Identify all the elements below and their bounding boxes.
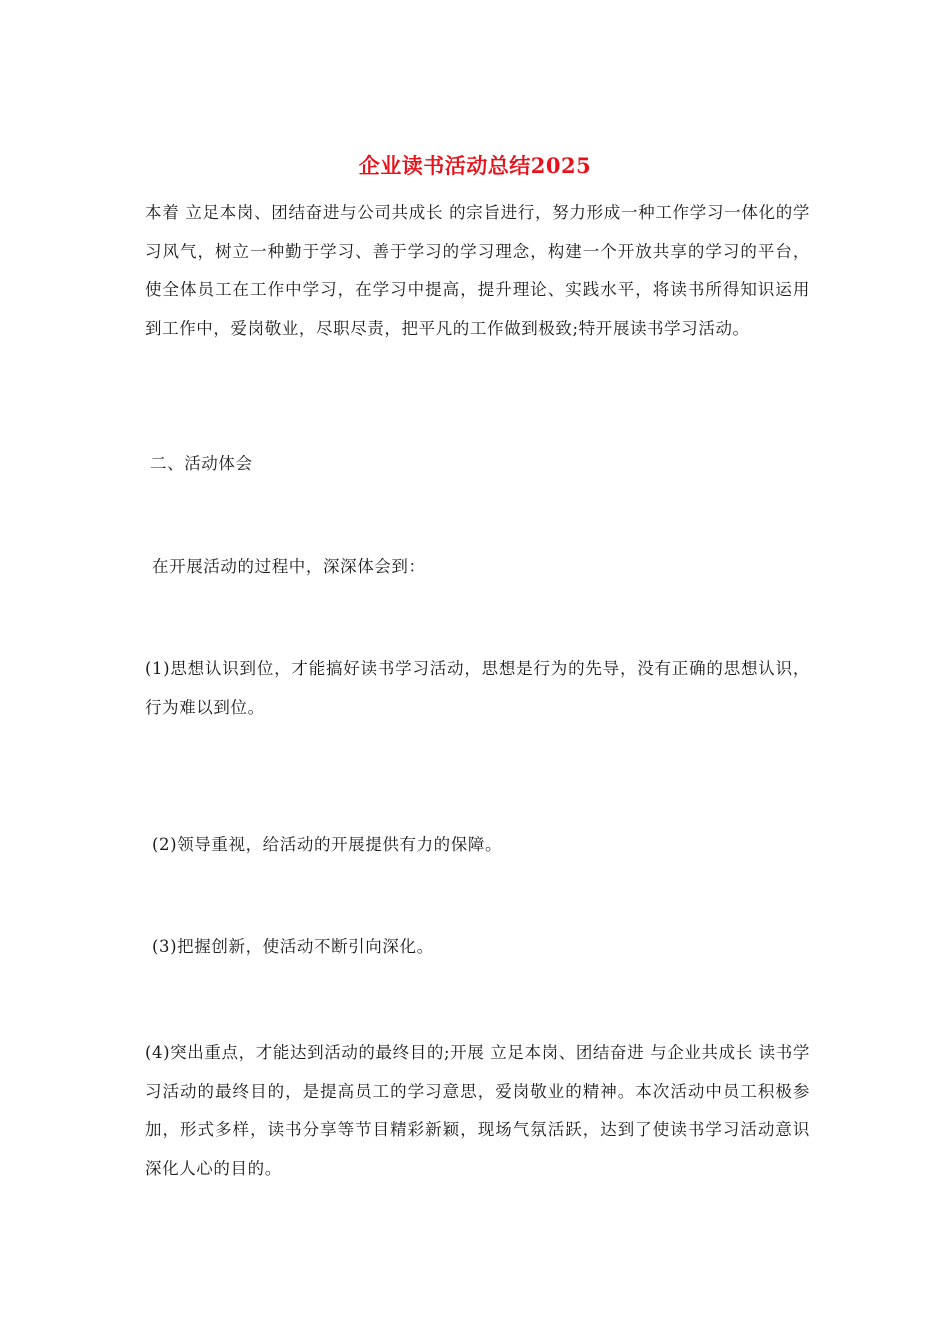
list-item: (4)突出重点，才能达到活动的最终目的;开展 立足本岗、团结奋进 与企业共成长 读书学习活动的最终目的，是提高员工的学习意思，爱岗敬业的精神。本次活动中员工积极参加，形式多样，读书分享等节目精彩新颖，现场气氛活跃，达到了使读书学习活动意识深化人心的目的。	[145, 1043, 810, 1178]
list-item: (3)把握创新，使活动不断引向深化。	[152, 937, 434, 956]
list-item: (1)思想认识到位，才能搞好读书学习活动，思想是行为的先导，没有正确的思想认识，行为难以到位。	[145, 659, 810, 717]
section-heading: 二、活动体会	[150, 454, 253, 473]
list-item: (2)领导重视，给活动的开展提供有力的保障。	[152, 835, 503, 854]
intro-paragraph: 本着 立足本岗、团结奋进与公司共成长 的宗旨进行，努力形成一种工作学习一体化的学习风气，树立一种勤于学习、善于学习的学习理念，构建一个开放共享的学习的平台，使全体员工在工作中学习，在学习中提高，提升理论、实践水平，将读书所得知识运用到工作中，爱岗敬业，尽职尽责，把平凡的工作做到极致;特开展读书学习活动。	[145, 203, 810, 338]
lead-paragraph: 在开展活动的过程中，深深体会到：	[152, 557, 426, 576]
document-title: 企业读书活动总结2025	[358, 153, 592, 178]
